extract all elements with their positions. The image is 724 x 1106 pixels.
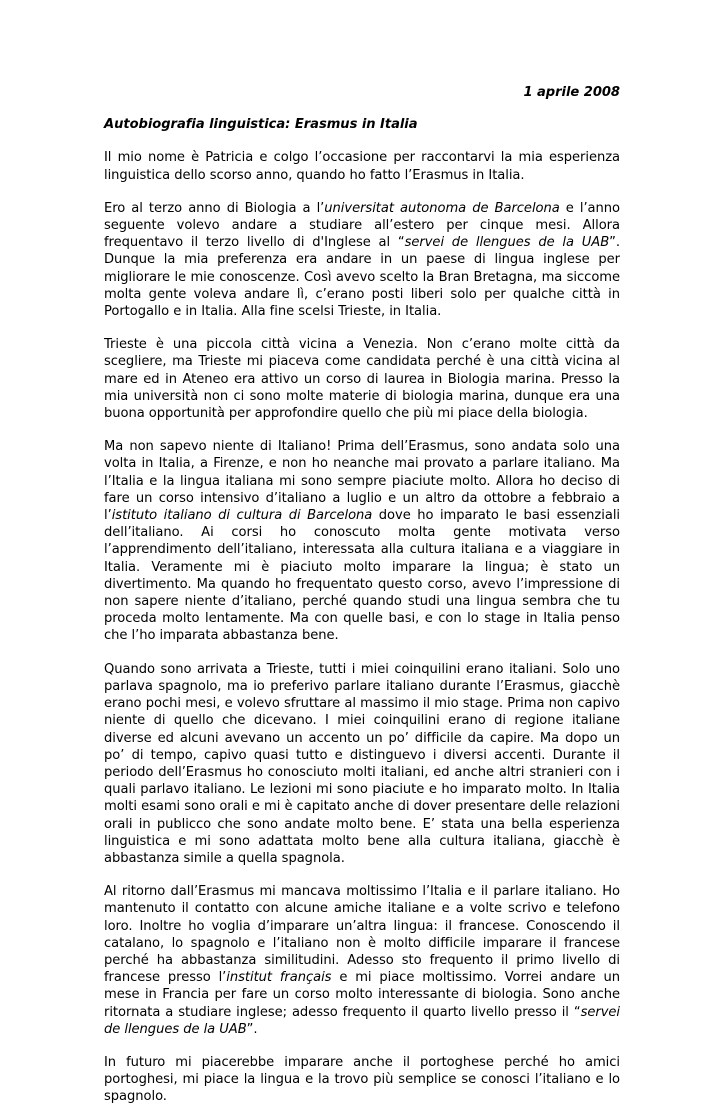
- text-run: e mi piace moltissimo. Vorrei andare un mese in Francia per fare un corso molto interessante di biologia. Sono anche ritornata a studiare inglese; adesso frequento il quarto livello presso il “: [104, 970, 620, 1020]
- paragraph-1: [104, 149, 620, 183]
- italic-text: istituto italiano di cultura di Barcelona: [111, 508, 373, 524]
- text-run: dove ho imparato le basi essenziali dell’italiano. Ai corsi ho conoscuto molta gente motivata verso l’apprendimento dell’italiano, interessata alla cultura italiana e a viaggiare in Italia. Veramente mi è piaciuto molto imparare la lingua; è stato un divertimento. Ma quando ho frequentato questo corso, avevo l’impressione di non sapere niente d’italiano, perché quando studi una lingua sembra che tu proceda molto lentamente. Ma con quelle basi, e con lo stage in Italia penso che l’ho imparata abbastanza bene.: [104, 508, 620, 644]
- text-run: ”. Dunque la mia preferenza era andare in un paese di lingua inglese per migliorare le mie conoscenze. Così avevo scelto la Bran Bretagna, ma siccome molta gente voleva andare lì, c’erano posti liberi solo per qualche città in Portogallo e in Italia. Alla fine scelsi Trieste, in Italia.: [104, 235, 620, 320]
- text-run: In futuro mi piacerebbe imparare anche il portoghese perché ho amici portoghesi, mi piace la lingua e la trovo più semplice se conosci l’italiano e lo spagnolo.: [104, 1054, 620, 1105]
- text-run: Quando sono arrivata a Trieste, tutti i miei coinquilini erano italiani. Solo uno parlava spagnolo, ma io preferivo parlare italiano durante l’Erasmus, giacchè erano pochi mesi, e volevo sfruttare al massimo il mio stage. Prima non capivo niente di quello che dicevano. I miei coinquilini erano di regione italiane diverse ed alcuni avevano un accento un po’ difficile da capire. Ma dopo un po’ di tempo, capivo quasi tutto e distinguevo i diversi accenti. Durante il periodo dell’Erasmus ho conosciuto molti italiani, ed anche altri stranieri con i quali parlavo italiano. Le lezioni mi sono piaciute e ho imparato molto. In Italia molti esami sono orali e mi è capitato anche di dover presentare delle relazioni orali in publicco che sono andate molto bene. E’ stata una bella esperienza linguistica e mi sono adattata molto bene alla cultura italiana, giacchè è abbastanza simile a quella spagnola.: [104, 661, 620, 866]
- paragraphs-container: [104, 149, 620, 1105]
- text-run: Trieste è una piccola città vicina a Venezia. Non c’erano molte città da scegliere, ma Trieste mi piaceva come candidata perché è una città vicina al mare ed in Ateneo era attivo un corso di laurea in Biologia marina. Presso la mia università non ci sono molte materie di biologia marina, dunque era una buona opportunità per approfondire quello che più mi piace della biologia.: [104, 337, 620, 422]
- paragraph-4: [104, 438, 620, 644]
- paragraph-7: [104, 1054, 620, 1106]
- text-run: e l’anno seguente volevo andare a studiare all’estero per cinque mesi. Allora frequentavo il terzo livello di d'Inglese al “: [104, 200, 620, 251]
- italic-text: servei de llengues de la UAB: [104, 1004, 620, 1037]
- text-run: ”.: [246, 1021, 258, 1037]
- document-date: 1 aprile 2008: [523, 85, 620, 100]
- document-body: [104, 84, 620, 1106]
- italic-text: universitat autonoma de Barcelona: [324, 200, 560, 216]
- italic-text: institut français: [226, 970, 332, 986]
- paragraph-6: [104, 883, 620, 1038]
- document-title: Autobiografia linguistica: Erasmus in Italia: [104, 117, 418, 133]
- text-run: Ma non sapevo niente di Italiano! Prima dell’Erasmus, sono andata solo una volta in Italia, a Firenze, e non ho neanche mai provato a parlare italiano. Ma l’Italia e la lingua italiana mi sono sempre piaciute molto. Allora ho deciso di fare un corso intensivo d’italiano a luglio e un altro da ottobre a febbraio a l’: [104, 439, 620, 524]
- italic-text: servei de llengues de la UAB: [404, 235, 610, 251]
- paragraph-2: [104, 200, 620, 320]
- paragraph-5: [104, 661, 620, 867]
- text-run: Ero al terzo anno di Biologia a l’: [104, 200, 325, 216]
- text-run: Il mio nome è Patricia e colgo l’occasione per raccontarvi la mia esperienza linguistica dello scorso anno, quando ho fatto l’Erasmus in Italia.: [104, 150, 620, 183]
- paragraph-3: [104, 336, 620, 422]
- text-run: Al ritorno dall’Erasmus mi mancava moltissimo l’Italia e il parlare italiano. Ho mantenuto il contatto con alcune amiche italiane e a volte scrivo e telefono loro. Inoltre ho voglia d’imparare un’altra lingua: il francese. Conoscendo il catalano, lo spagnolo e l’italiano non è molto difficile imparare il francese perché ha abbastanza similitudini. Adesso sto frequento il primo livello di francese presso l’: [104, 884, 620, 986]
